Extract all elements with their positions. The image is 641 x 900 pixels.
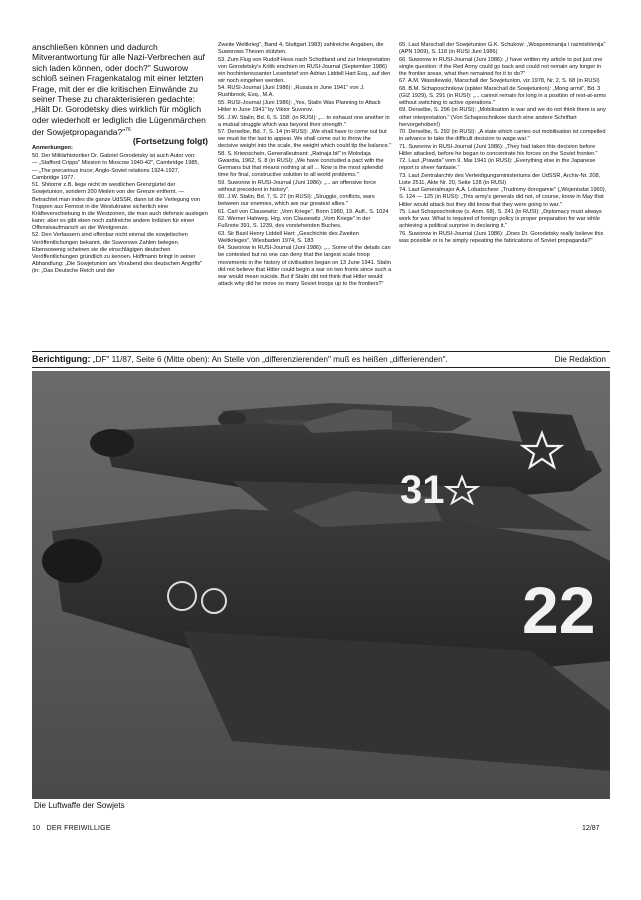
notes-list-1 <box>32 153 208 275</box>
note-item: 65. Laut Marschall der Sowjetunion G.K. Schukow: „Wospominanija i razmishlenija" (APN 1969), S. 118 (in RUSI Juni 1986) <box>399 42 606 56</box>
note-item: 52. Den Verfassern sind offenbar nicht einmal die sowjetischen Veröffentlichungen bekannt, die Suworows Zahlen belegen. Ebensowenig scheinen sie die einschlägigen deutschen Veröffentlichungen gründlich zu kennen. Hoffmann bringt in seiner Abhandlung: „Die Sowjetunion am Vorabend des deutschen Angriffs" (in: „Das Deutsche Reich und der <box>32 232 203 274</box>
note-item: 61. Carl von Clausewitz: „Vom Kriege", Bonn 1980, 19. Aufl., S. 1024 <box>218 208 389 215</box>
note-item: 72. Laut „Prawda" vom 9. Mai 1941 (in RUSI): „Everything else in the Japanese report is sheer fantasie." <box>399 158 596 172</box>
note-item: — „Stafford Cripps" Mission to Moscow 1940-42", Cambridge 1985, <box>32 160 200 167</box>
page-number: 10 <box>32 825 41 832</box>
note-item: 67. A.M. Wassilewski, Marschall der Sowjetunion, viz 1978, Nr. 2, S. 68 (in RUSI) <box>399 78 600 85</box>
note-item: 53. Zum Flug von Rudolf Hess nach Schottland und zur Interpretation von Gorodetsky's Kritik erschien im RUSI-Journal (September 1986) ein hochinteressanter Leserbrief von Adrian Liddell Hart Esq., auf den wir noch eingehen werden. <box>218 56 391 84</box>
note-item: 74. Laut Generalmajor A.A. Lobatschew: „Trudnimy dorogamie" („Wojenisdat 1960), S. 124 — 125 (in RUSI): „This army's generals did not, of course, know in May that Hitler would attack but they did know that they were going to war." <box>399 187 607 208</box>
photo-caption: Die Luftwaffe der Sowjets <box>34 801 125 810</box>
text-column-2 <box>218 42 392 288</box>
note-item: 71. Suworow in RUSI-Journal (Juni 1986): „They had taken this decision before Hitler attacked, before he began to concentrate his forces on the Soviet frontier." <box>399 143 598 157</box>
note-item: 58. S. Kriwoschein, Generalleutnant: „Ratnaja bil" in Molodaja Gwardia, 1962, S. 8 (in RUSI): „We have concluded a pact with the Germans but that means nothing at all ... Now is the most splendid time for final, constructive solution to all world problems." <box>218 150 384 179</box>
continued-label: (Fortsetzung folgt) <box>132 135 208 146</box>
note-item: 57. Derselbe, Bd. 7, S. 14 (in RUSI): „We shall have to come out but we must be the last to appear. We shall come out to throw the decisive weight into the scale, the weight which could tip the balance." <box>218 129 392 150</box>
note-item: 76. Suworow in RUSI-Journal (Juni 1986): „Does Dr. Gorodetsky really believe this was possible or is he simply repeating the fabrications of Soviet propaganda?" <box>399 230 604 244</box>
correction-text: „DF" 11/87, Seite 6 (Mitte oben): An Stelle von „differenzierenden" muß es heißen „differierenden". <box>92 355 448 364</box>
note-item: 59. Suworow in RUSI-Journal (Juni 1986): „... an offensive force without precedent in history". <box>218 179 377 193</box>
note-item: 56. J.W. Stalin, Bd. 6, S. 158: (in RUSI): „... to exhaust one another in a mutual struggle which was beyond their strength." <box>218 114 390 128</box>
plane-number-front: 22 <box>522 573 596 647</box>
note-item: 51. Shitomir z.B. liege nicht im westlichen Grenzgürtel der Sowjetunion, sondern 200 Meilen von der Grenze entfernt. — Betrachtet man indes die ganze UdSSR, dann ist die Verlegung von Truppen aus Fernost in die Westukraine sicherlich eine Kräfteverschiebung in die Westzonen, die man auch defensiv auslegen kann; aber es gibt eben noch zahlreiche andere Indizien für einen Offensivaufmarsch an der Westgrenze. <box>32 182 208 231</box>
note-item: Zweite Weltkrieg", Band 4, Stuttgart 1983) zahlreiche Angaben, die Suworows Thesen stützten. <box>218 42 384 56</box>
publication-name: DER FREIWILLIGE <box>46 825 111 832</box>
correction-signature: Die Redaktion <box>554 355 606 364</box>
article-lead-text: anschließen können und dadurch Mitverantwortung für alle Nazi-Verbrechen auf sich laden können, oder doch?" Suworow schloß seinen Fragenkatalog mit einer letzten Frage, mit der er die kritischen Einwände zu seiner These zu charakterisieren gedachte: „Hält Dr. Gorodetsky dies wirklich für möglich oder wiederholt er lediglich die Lügenmärchen der Sowjetpropaganda?"$^{76}$ <box>32 42 206 138</box>
correction-bar <box>32 351 610 368</box>
note-item: — „The precarious truce; Anglo-Soviet relations 1924-1927, Cambridge 1977. <box>32 167 180 181</box>
note-item: 64. Suworow in RUSI-Journal (Juni 1986): „... Some of the details can be contested but no one can deny that the largest scale troop movements in the history of civilisation began on 13 June 1941. Stalin did not believe that Hitler could begin a war on two fronts since such a war would mean suicide. But if Stalin did not think that Hitler would attack why did he move so many Soviet troops up to the frontiers?" <box>218 245 392 287</box>
aircraft-photo <box>32 371 610 799</box>
note-item: 54. RUSI-Journal (Juni 1986): „Russia in June 1941" von J. Rushbrook, Esq., M.A. <box>218 85 365 99</box>
note-item: 75. Laut Schaposchnikow (s. Anm. 68), S. 241 (in RUSI): „Diplomacy must always work for war. What is required of foreign policy is proper preparation for war while achieving a political surprise in declaring it." <box>399 209 602 230</box>
text-column-1 <box>32 42 208 275</box>
note-item: 66. Suworow in RUSI-Journal (Juni 1986): „I have written my article to put just one single question: if the Red Army could go back and could not remain any longer in the frontier areas, what then remained for it to do?" <box>399 56 603 77</box>
note-item: 70. Derselbe, S. 292 (in RUSI): „A state which carries out mobilisation ist compelled in advance to take the difficult decision to wage war." <box>399 129 606 143</box>
footnote-ref: 76 <box>125 127 131 134</box>
plane-number-top: 31 <box>400 468 445 512</box>
note-item: 62. Werner Hahweg, Hrg. von Clausewitz „Vom Kriege" in der Fußnote 391, S. 1239, des vorstehenden Buches. <box>218 216 371 230</box>
note-item: 73. Laut Zentralarchiv des Verteidigungsministeriums der UdSSR, Archiv-Nr. 208, Liste 2511, Akte Nr. 20, Seite 128 (in RUSI) <box>399 172 601 186</box>
note-item: 60. J.W. Stalin, Bd. 7, S. 27 (in RUSI): „Struggle, conflicts, wars between our enemies, which are our greatest allies." <box>218 194 375 208</box>
note-item: 68. B.M. Schaposchnikow (später Marschall de Sowjetunion): „Mong armii", Bd. 3 (GIZ 1929), S. 291 (in RUSI): „... cannot remain for long in a position of rest-at-arms without switching to active operations." <box>399 85 607 106</box>
correction-label: Berichtigung: <box>32 354 91 364</box>
text-column-3 <box>399 42 609 245</box>
notes-list-3 <box>399 42 609 245</box>
note-item: 50. Der Militärhistoriker Dr. Gabriel Gorodetsky ist auch Autor von: <box>32 152 196 159</box>
footer-left <box>32 825 111 832</box>
issue-number: 12/87 <box>582 825 600 832</box>
note-item: 63. Sir Basil Henry Liddell Hart: „Geschichte des Zweiten Weltkrieges", Wiesbaden 1974, S. 183 <box>218 230 359 244</box>
note-item: 55. RUSI-Journal (Juni 1986): „Yes, Stalin Was Planning to Attack Hitler in June 1941" by Viktor Suvorov. <box>218 99 381 114</box>
notes-list-2 <box>218 42 392 288</box>
note-item: 69. Derselbe, S. 296 (in RUSI): „Mobilisation is war and we do not think there is any other interpretation." (Von Schaposchnikow durch eine andere Schriftart hervorgehoben!) <box>399 107 606 128</box>
notes-title: Anmerkungen: <box>32 145 73 152</box>
